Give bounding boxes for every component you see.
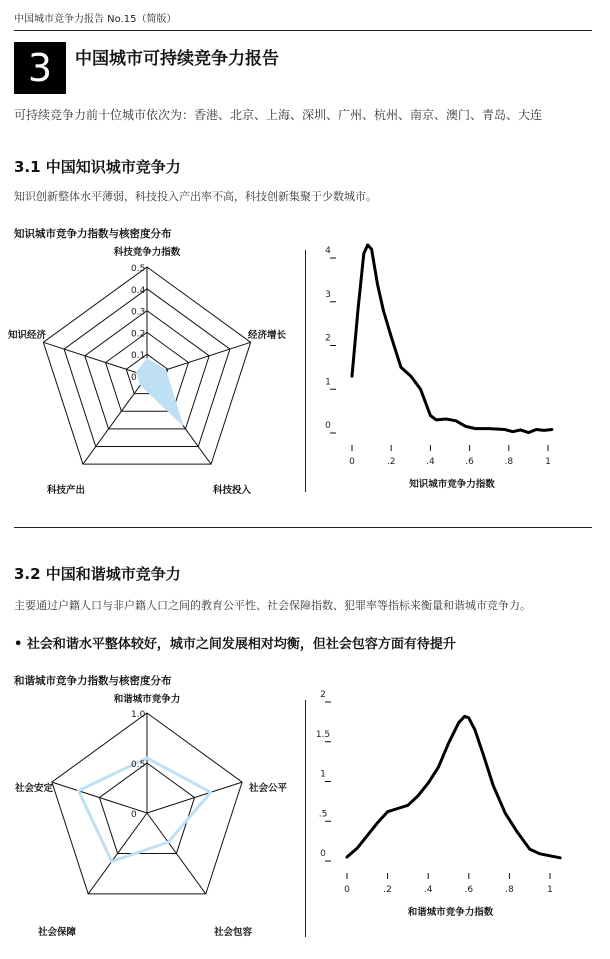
y-tick-label: 3 [325, 289, 331, 300]
chapter-number: 3 [14, 42, 66, 94]
running-header: 中国城市竞争力报告 No.15（简版） [14, 14, 177, 25]
x-tick-label: 1 [547, 885, 553, 895]
x-tick-label: .4 [426, 457, 435, 467]
radar-axis-spoke [83, 376, 147, 464]
radar-tick-label: 0.5 [131, 760, 146, 770]
radar-tick-label: 0.4 [131, 285, 146, 296]
knowledge-density-chart [306, 240, 596, 500]
x-axis-label: 知识城市竞争力指数 [409, 479, 495, 490]
y-tick-label: .5 [318, 809, 328, 820]
x-tick-label: 0 [344, 885, 350, 895]
header-rule [14, 30, 592, 31]
x-tick-label: .8 [504, 457, 514, 467]
section1-title: 3.1 中国知识城市竞争力 [14, 158, 181, 176]
radar-tick-label: 0.1 [131, 351, 146, 362]
chapter-title: 中国城市可持续竞争力报告 [75, 49, 279, 69]
radar-axis-label: 社会公平 [248, 783, 288, 794]
x-tick-label: .4 [423, 885, 433, 895]
radar-axis-spoke [52, 782, 147, 813]
y-tick-label: 1.5 [315, 729, 331, 740]
y-tick-label: 4 [325, 246, 331, 256]
x-tick-label: .6 [464, 885, 474, 895]
section-rule [14, 527, 592, 528]
section2-bullet: • 社会和谐水平整体较好，城市之间发展相对均衡，但社会包容方面有待提升 [14, 637, 456, 652]
y-tick-label: 1 [325, 377, 331, 388]
radar-axis-label: 和谐城市竞争力 [113, 694, 181, 705]
section2-description: 主要通过户籍人口与非户籍人口之间的教育公平性、社会保障指数、犯罪率等指标来衡量和谐城市竞争力。 [14, 599, 531, 612]
radar-value-area [137, 359, 183, 426]
section2-title: 3.2 中国和谐城市竞争力 [14, 565, 181, 583]
harmony-density-chart [306, 680, 596, 955]
y-tick-label: 2 [320, 690, 326, 700]
radar-tick-label: 0.3 [131, 307, 146, 318]
density-curve [347, 716, 560, 858]
radar-tick-label: 0.5 [131, 264, 146, 274]
intro-text: 可持续竞争力前十位城市依次为：香港、北京、上海、深圳、广州、杭州、南京、澳门、青岛、大连 [14, 108, 543, 122]
radar-axis-label: 科技投入 [212, 485, 252, 496]
x-axis-label: 和谐城市竞争力指数 [407, 907, 494, 918]
x-tick-label: 1 [545, 457, 551, 467]
radar-axis-label: 知识经济 [7, 330, 47, 341]
x-tick-label: .2 [383, 885, 392, 895]
x-tick-label: .2 [386, 457, 396, 467]
radar-tick-label: 0 [131, 373, 137, 383]
radar-tick-label: 0 [131, 810, 137, 820]
y-tick-label: 0 [320, 849, 326, 859]
section1-chart-title: 知识城市竞争力指数与核密度分布 [14, 228, 172, 240]
y-tick-label: 1 [320, 769, 326, 780]
radar-axis-label: 经济增长 [247, 330, 287, 341]
radar-axis-label: 社会包容 [213, 927, 253, 938]
radar-axis-label: 科技竞争力指数 [113, 247, 181, 258]
y-tick-label: 0 [325, 421, 331, 431]
radar-tick-label: 0.2 [131, 329, 146, 340]
y-tick-label: 2 [325, 333, 331, 344]
harmony-radar-chart [0, 688, 300, 953]
radar-axis-label: 社会保障 [37, 927, 77, 938]
x-tick-label: 0 [349, 457, 355, 467]
x-tick-label: .6 [465, 457, 474, 467]
section1-description: 知识创新整体水平薄弱，科技投入产出率不高，科技创新集聚于少数城市。 [14, 190, 377, 203]
radar-axis-label: 科技产出 [46, 485, 86, 496]
radar-axis-spoke [147, 782, 242, 813]
density-curve [352, 245, 552, 433]
x-tick-label: .8 [505, 885, 514, 895]
radar-axis-label: 社会安定 [14, 783, 54, 794]
knowledge-radar-chart [0, 240, 300, 500]
radar-tick-label: 1.0 [131, 710, 146, 720]
section2-chart-title: 和谐城市竞争力指数与核密度分布 [14, 675, 172, 687]
